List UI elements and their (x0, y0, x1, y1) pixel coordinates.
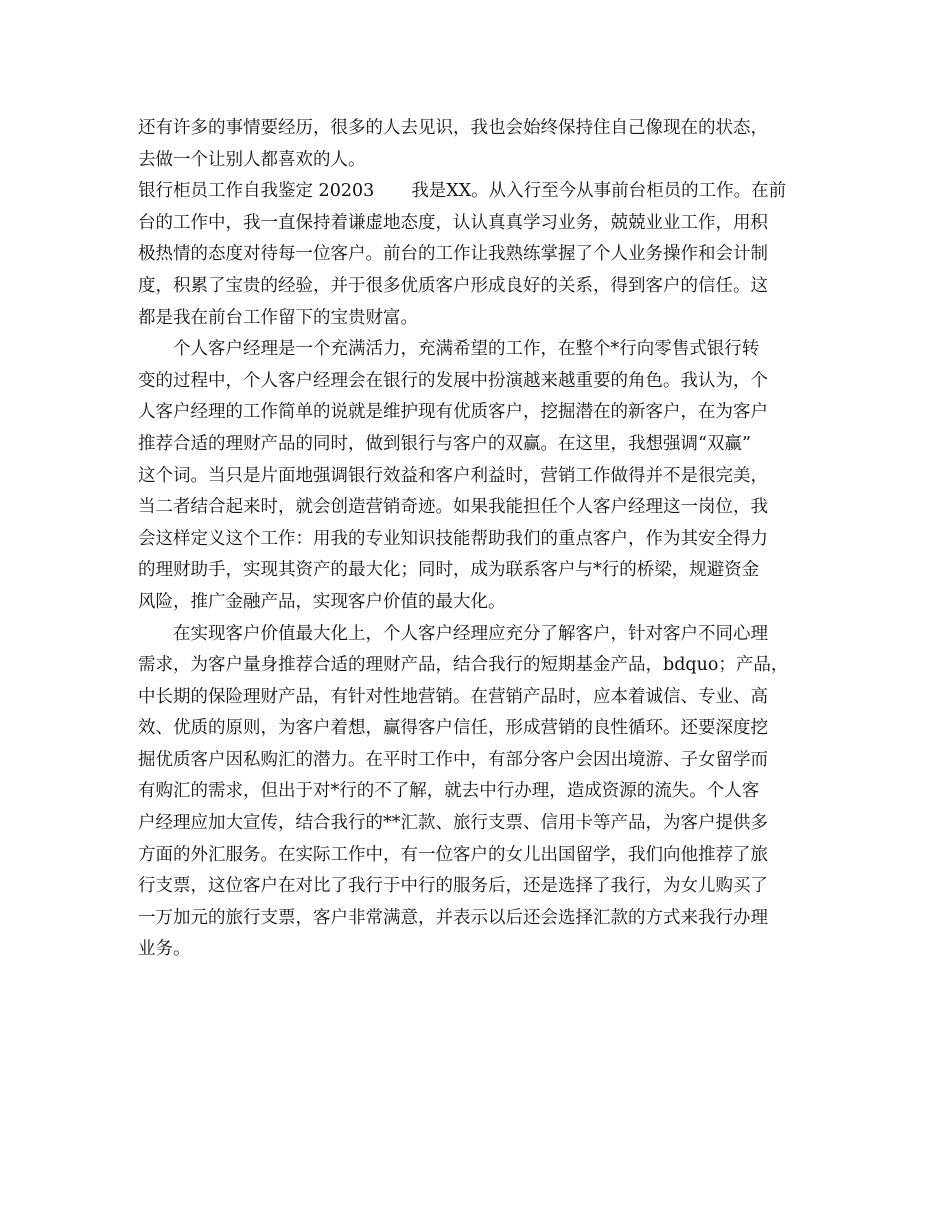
heading-line (138, 176, 818, 208)
text-line: 中长期的保险理财产品，有针对性地营销。在营销产品时，应本着诚信、专业、高 (138, 686, 768, 707)
text-line: 去做一个让别人都喜欢的人。 (138, 149, 366, 170)
text-line: 户经理应加大宣传，结合我行的**汇款、旅行支票、信用卡等产品，为客户提供多 (138, 813, 768, 834)
section-title: 银行柜员工作自我鉴定 20203 (138, 181, 375, 202)
text-line: 会这样定义这个工作：用我的专业知识技能帮助我们的重点客户，作为其安全得力 (138, 528, 768, 549)
text-line: 行支票，这位客户在对比了我行于中行的服务后，还是选择了我行，为女儿购买了 (138, 876, 768, 897)
text-line: 风险，推广金融产品，实现客户价值的最大化。 (138, 591, 506, 612)
document-body (138, 113, 818, 966)
text-line: 都是我在前台工作留下的宝贵财富。 (138, 307, 418, 328)
text-line: 效、优质的原则，为客户着想，赢得客户信任，形成营销的良性循环。还要深度挖 (138, 718, 768, 739)
text-line: 掘优质客户因私购汇的潜力。在平时工作中，有部分客户会因出境游、子女留学而 (138, 749, 768, 770)
text-line: 的理财助手，实现其资产的最大化；同时，成为联系客户与*行的桥梁，规避资金 (138, 560, 760, 581)
text-line: 有购汇的需求，但出于对*行的不了解，就去中行办理，造成资源的流失。个人客 (138, 781, 760, 802)
text-line: 极热情的态度对待每一位客户。前台的工作让我熟练掌握了个人业务操作和会计制 (138, 244, 768, 265)
text-line: 人客户经理的工作简单的说就是维护现有优质客户，挖掘潜在的新客户，在为客户 (138, 402, 768, 423)
text-line: 个人客户经理是一个充满活力，充满希望的工作，在整个*行向零售式银行转 (138, 339, 760, 360)
text-line: 在实现客户价值最大化上，个人客户经理应充分了解客户，针对客户不同心理 (138, 623, 768, 644)
text-line: 一万加元的旅行支票，客户非常满意，并表示以后还会选择汇款的方式来我行办理 (138, 907, 768, 928)
text-line: 还有许多的事情要经历，很多的人去见识，我也会始终保持住自己像现在的状态， (138, 118, 768, 138)
text-line: 这个词。当只是片面地强调银行效益和客户利益时，营销工作做得并不是很完美， (138, 465, 768, 486)
text-line: 方面的外汇服务。在实际工作中，有一位客户的女儿出国留学，我们向他推荐了旅 (138, 844, 768, 865)
text-line: 度，积累了宝贵的经验，并于很多优质客户形成良好的关系，得到客户的信任。这 (138, 275, 768, 296)
text-line: 需求，为客户量身推荐合适的理财产品，结合我行的短期基金产品，bdquo；产品， (138, 655, 789, 676)
text-line: 变的过程中，个人客户经理会在银行的发展中扮演越来越重要的角色。我认为，个 (138, 370, 768, 391)
text-line: 推荐合适的理财产品的同时，做到银行与客户的双赢。在这里，我想强调“双赢” (138, 433, 751, 454)
section-intro: 我是XX。从入行至今从事前台柜员的工作。在前 (411, 181, 787, 202)
text-line: 业务。 (138, 939, 191, 960)
text-line: 当二者结合起来时，就会创造营销奇迹。如果我能担任个人客户经理这一岗位，我 (138, 497, 768, 518)
text-line: 台的工作中，我一直保持着谦虚地态度，认认真真学习业务，兢兢业业工作，用积 (138, 212, 768, 233)
